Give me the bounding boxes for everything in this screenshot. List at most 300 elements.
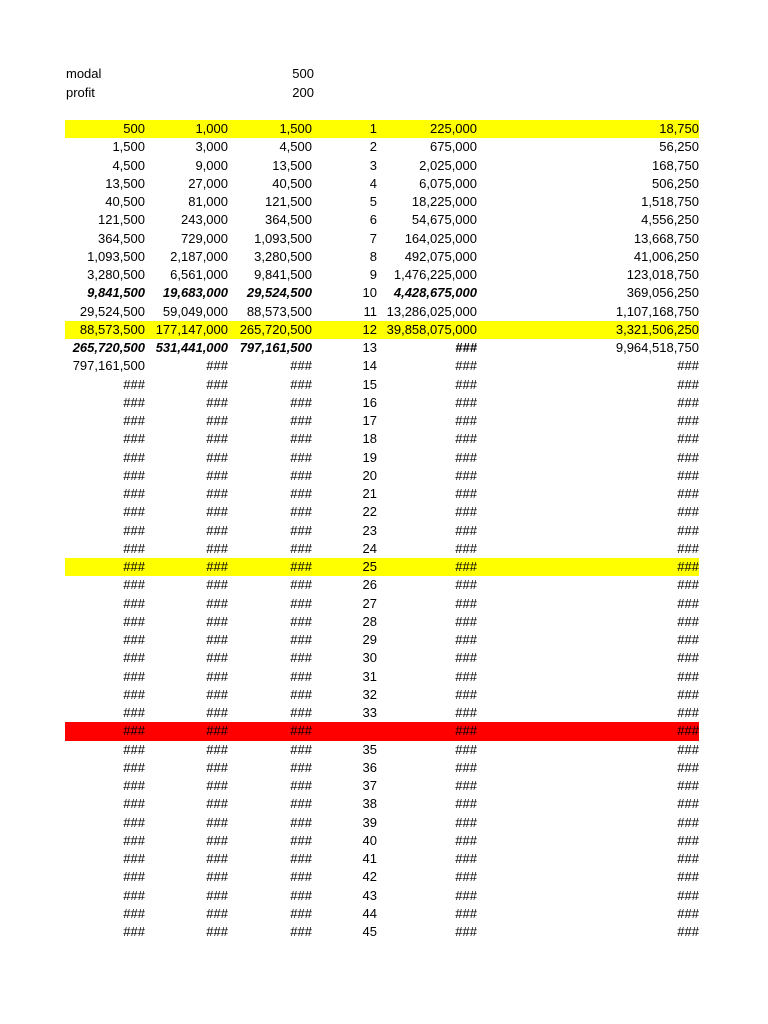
table-cell-c[interactable]: ### <box>290 504 312 520</box>
table-cell-a[interactable]: ### <box>123 832 145 848</box>
table-cell-a[interactable]: ### <box>123 486 145 501</box>
table-cell-a[interactable]: ### <box>123 905 145 921</box>
table-cell-a[interactable]: ### <box>123 413 145 428</box>
table-cell-a[interactable]: 121,500 <box>98 212 145 228</box>
row-background <box>65 412 699 430</box>
table-cell-e[interactable]: ### <box>455 924 477 939</box>
table-cell-f[interactable]: ### <box>677 449 699 465</box>
table-cell-e[interactable]: ### <box>455 705 477 720</box>
table-cell-f[interactable]: 506,250 <box>652 175 699 191</box>
table-cell-a[interactable]: 88,573,500 <box>79 321 145 337</box>
table-cell-f[interactable]: 369,056,250 <box>626 285 699 301</box>
table-cell-e[interactable]: 1,476,225,000 <box>393 267 477 282</box>
table-cell-c[interactable]: ### <box>290 431 312 447</box>
table-cell-f[interactable]: ### <box>677 851 699 866</box>
table-cell-b[interactable]: ### <box>206 869 228 885</box>
table-cell-n[interactable]: 5 <box>369 194 377 209</box>
table-cell-b[interactable]: 531,441,000 <box>155 340 228 355</box>
table-cell-e[interactable]: ### <box>455 741 477 757</box>
table-cell-e[interactable]: ### <box>455 431 477 447</box>
table-cell-e[interactable]: ### <box>455 832 477 848</box>
table-cell-b[interactable]: ### <box>206 376 228 392</box>
table-cell-e[interactable]: 675,000 <box>430 139 477 155</box>
table-cell-e[interactable]: 225,000 <box>430 121 477 136</box>
table-cell-c[interactable]: ### <box>290 413 312 428</box>
table-cell-c[interactable]: 4,500 <box>279 139 312 155</box>
table-cell-n[interactable]: 25 <box>362 559 377 574</box>
table-cell-a[interactable]: ### <box>123 759 145 775</box>
table-cell-b[interactable]: ### <box>206 814 228 830</box>
table-cell-e[interactable]: ### <box>455 887 477 903</box>
table-cell-b[interactable]: ### <box>206 759 228 775</box>
table-cell-b[interactable]: ### <box>206 486 228 501</box>
table-cell-c[interactable]: ### <box>290 358 312 374</box>
table-cell-n[interactable]: 1 <box>369 121 377 136</box>
table-cell-c[interactable]: ### <box>290 595 312 611</box>
table-row <box>0 449 768 467</box>
table-cell-e[interactable]: ### <box>455 668 477 684</box>
table-cell-n[interactable]: 24 <box>362 540 377 556</box>
table-cell-n[interactable]: 11 <box>363 303 377 319</box>
table-cell-e[interactable]: ### <box>455 650 477 666</box>
table-cell-b[interactable]: 27,000 <box>188 175 228 191</box>
table-cell-n[interactable]: 18 <box>362 431 377 447</box>
table-cell-a[interactable]: ### <box>123 522 145 538</box>
table-cell-f[interactable]: ### <box>677 358 699 374</box>
table-cell-c[interactable]: 364,500 <box>265 212 312 228</box>
table-cell-c[interactable]: ### <box>290 577 312 593</box>
table-cell-b[interactable]: ### <box>206 595 228 611</box>
table-cell-c[interactable]: ### <box>290 376 312 392</box>
table-cell-b[interactable]: 729,000 <box>181 230 228 246</box>
table-cell-n[interactable]: 37 <box>362 778 377 793</box>
table-cell-n[interactable]: 29 <box>362 632 377 647</box>
table-cell-f[interactable]: ### <box>677 686 699 702</box>
table-cell-n[interactable]: 16 <box>362 394 377 410</box>
table-cell-a[interactable]: 364,500 <box>98 230 145 246</box>
table-cell-b[interactable]: ### <box>206 449 228 465</box>
table-cell-f[interactable]: 168,750 <box>652 157 699 173</box>
table-cell-f[interactable]: ### <box>677 559 699 574</box>
table-cell-e[interactable]: ### <box>455 486 477 501</box>
table-cell-f[interactable]: 41,006,250 <box>633 248 699 264</box>
table-cell-f[interactable]: ### <box>677 522 699 538</box>
table-cell-b[interactable]: 6,561,000 <box>170 267 228 282</box>
table-cell-b[interactable]: ### <box>206 504 228 520</box>
table-cell-b[interactable]: 177,147,000 <box>155 321 228 337</box>
row-background <box>65 576 699 594</box>
table-cell-n[interactable]: 2 <box>369 139 377 155</box>
table-row <box>0 704 768 722</box>
table-cell-a[interactable]: ### <box>123 577 145 593</box>
table-cell-c[interactable]: 265,720,500 <box>239 321 312 337</box>
table-cell-n[interactable]: 45 <box>362 924 377 939</box>
table-cell-f[interactable]: ### <box>677 905 699 921</box>
table-cell-f[interactable]: 18,750 <box>659 121 699 136</box>
table-cell-b[interactable]: ### <box>206 577 228 593</box>
table-cell-f[interactable]: ### <box>677 668 699 684</box>
table-cell-c[interactable]: ### <box>290 778 312 793</box>
table-cell-f[interactable]: ### <box>677 413 699 428</box>
table-row <box>0 248 768 266</box>
table-cell-a[interactable]: 797,161,500 <box>72 358 145 374</box>
table-cell-e[interactable]: ### <box>455 376 477 392</box>
table-cell-c[interactable]: 797,161,500 <box>239 340 312 355</box>
table-cell-n[interactable]: 27 <box>362 595 377 611</box>
table-cell-b[interactable]: ### <box>206 741 228 757</box>
table-cell-c[interactable]: ### <box>290 632 312 647</box>
table-cell-b[interactable]: ### <box>206 723 228 739</box>
table-cell-b[interactable]: ### <box>206 924 228 939</box>
table-cell-a[interactable]: 29,524,500 <box>79 303 145 319</box>
table-cell-n[interactable]: 42 <box>362 869 377 885</box>
table-cell-n[interactable]: 41 <box>362 851 377 866</box>
table-cell-e[interactable]: ### <box>455 778 477 793</box>
table-cell-c[interactable]: ### <box>290 705 312 720</box>
table-cell-n[interactable]: 21 <box>362 486 377 501</box>
table-cell-c[interactable]: ### <box>290 759 312 775</box>
table-cell-c[interactable]: ### <box>290 851 312 866</box>
table-cell-e[interactable]: ### <box>455 595 477 611</box>
table-cell-e[interactable]: ### <box>455 577 477 593</box>
table-cell-a[interactable]: 3,280,500 <box>87 267 145 282</box>
table-cell-a[interactable]: ### <box>123 449 145 465</box>
table-cell-c[interactable]: ### <box>290 394 312 410</box>
table-row <box>0 157 768 175</box>
table-cell-n[interactable]: 7 <box>369 230 377 246</box>
table-cell-e[interactable]: 6,075,000 <box>419 175 477 191</box>
table-cell-e[interactable]: ### <box>455 851 477 866</box>
table-cell-n[interactable]: 40 <box>362 832 377 848</box>
table-cell-e[interactable]: ### <box>455 522 477 538</box>
table-cell-a[interactable]: 500 <box>123 121 145 136</box>
row-background <box>65 394 699 412</box>
table-cell-f[interactable]: ### <box>677 796 699 812</box>
table-cell-a[interactable]: ### <box>123 887 145 903</box>
table-cell-f[interactable]: ### <box>677 887 699 903</box>
table-cell-c[interactable]: ### <box>290 449 312 465</box>
table-cell-a[interactable]: ### <box>123 504 145 520</box>
row-background <box>65 138 699 156</box>
table-cell-a[interactable]: ### <box>123 796 145 812</box>
table-cell-n[interactable]: 19 <box>362 449 377 465</box>
table-cell-n[interactable]: 43 <box>362 887 377 903</box>
table-cell-b[interactable]: 9,000 <box>195 157 228 173</box>
table-cell-n[interactable]: 3 <box>369 157 377 173</box>
table-row <box>0 467 768 485</box>
table-cell-f[interactable]: 3,321,506,250 <box>615 321 699 337</box>
table-cell-e[interactable]: 13,286,025,000 <box>386 303 477 319</box>
table-cell-c[interactable]: 13,500 <box>272 157 312 173</box>
table-cell-n[interactable]: 26 <box>362 577 377 593</box>
table-cell-b[interactable]: 2,187,000 <box>170 248 228 264</box>
table-cell-b[interactable]: ### <box>206 851 228 866</box>
table-cell-a[interactable]: ### <box>123 431 145 447</box>
table-cell-a[interactable]: ### <box>123 595 145 611</box>
table-cell-c[interactable]: ### <box>290 668 312 684</box>
table-cell-b[interactable]: ### <box>206 559 228 574</box>
table-cell-b[interactable]: ### <box>206 686 228 702</box>
table-row <box>0 777 768 795</box>
table-row <box>0 905 768 923</box>
table-cell-e[interactable]: 18,225,000 <box>411 194 477 209</box>
table-cell-a[interactable]: ### <box>123 778 145 793</box>
table-cell-c[interactable]: ### <box>290 467 312 483</box>
table-cell-n[interactable]: 13 <box>362 340 377 355</box>
row-background <box>65 211 699 229</box>
table-row <box>0 595 768 613</box>
table-cell-a[interactable]: 1,093,500 <box>87 248 145 264</box>
table-cell-f[interactable]: ### <box>677 759 699 775</box>
table-cell-e[interactable]: ### <box>455 686 477 702</box>
table-cell-b[interactable]: 19,683,000 <box>162 285 228 301</box>
table-cell-e[interactable]: ### <box>455 869 477 885</box>
table-cell-b[interactable]: 81,000 <box>188 194 228 209</box>
table-cell-c[interactable]: ### <box>290 613 312 629</box>
table-row <box>0 668 768 686</box>
profit-row <box>0 84 768 102</box>
row-background <box>65 503 699 521</box>
table-cell-c[interactable]: 40,500 <box>272 175 312 191</box>
table-cell-b[interactable]: ### <box>206 431 228 447</box>
table-cell-e[interactable]: 39,858,075,000 <box>386 321 477 337</box>
table-cell-b[interactable]: ### <box>206 778 228 793</box>
table-cell-a[interactable]: 4,500 <box>112 157 145 173</box>
table-cell-e[interactable]: ### <box>455 759 477 775</box>
table-cell-b[interactable]: ### <box>206 905 228 921</box>
table-cell-n[interactable]: 20 <box>362 467 377 483</box>
table-cell-f[interactable]: ### <box>677 723 699 739</box>
table-cell-b[interactable]: 3,000 <box>195 139 228 155</box>
row-background <box>65 923 699 941</box>
table-cell-f[interactable]: ### <box>677 577 699 593</box>
table-cell-e[interactable]: ### <box>455 723 477 739</box>
row-background <box>65 266 699 284</box>
table-cell-e[interactable]: ### <box>455 632 477 647</box>
table-cell-a[interactable]: ### <box>123 394 145 410</box>
table-cell-b[interactable]: ### <box>206 522 228 538</box>
table-cell-f[interactable]: ### <box>677 924 699 939</box>
table-cell-c[interactable]: ### <box>290 686 312 702</box>
table-cell-n[interactable]: 31 <box>362 668 377 684</box>
table-cell-f[interactable]: 1,107,168,750 <box>615 303 699 319</box>
table-cell-a[interactable]: ### <box>123 559 145 574</box>
row-background <box>65 704 699 722</box>
table-cell-n[interactable]: 39 <box>362 814 377 830</box>
table-cell-a[interactable]: ### <box>123 851 145 866</box>
table-cell-c[interactable]: ### <box>290 650 312 666</box>
table-cell-n[interactable]: 38 <box>362 796 377 812</box>
row-background <box>65 795 699 813</box>
table-cell-b[interactable]: ### <box>206 668 228 684</box>
table-cell-e[interactable]: ### <box>455 559 477 574</box>
table-cell-n[interactable]: 28 <box>362 613 377 629</box>
table-cell-e[interactable]: ### <box>455 814 477 830</box>
table-cell-a[interactable]: ### <box>123 540 145 556</box>
table-row <box>0 284 768 302</box>
table-cell-n[interactable]: 44 <box>362 905 377 921</box>
table-cell-e[interactable]: 164,025,000 <box>404 230 477 246</box>
table-cell-a[interactable]: ### <box>123 650 145 666</box>
table-cell-b[interactable]: ### <box>206 705 228 720</box>
row-background <box>65 686 699 704</box>
table-cell-f[interactable]: ### <box>677 832 699 848</box>
table-cell-c[interactable]: 121,500 <box>265 194 312 209</box>
table-cell-n[interactable]: 4 <box>369 175 377 191</box>
table-cell-b[interactable]: 1,000 <box>195 121 228 136</box>
table-cell-a[interactable]: 9,841,500 <box>87 285 145 301</box>
table-cell-e[interactable]: 2,025,000 <box>419 157 477 173</box>
table-cell-a[interactable]: ### <box>123 924 145 939</box>
table-cell-c[interactable]: ### <box>290 522 312 538</box>
table-cell-f[interactable]: ### <box>677 431 699 447</box>
table-cell-n[interactable]: 23 <box>362 522 377 538</box>
table-cell-n[interactable]: 36 <box>362 759 377 775</box>
table-cell-f[interactable]: 1,518,750 <box>641 194 699 209</box>
table-cell-b[interactable]: ### <box>206 650 228 666</box>
table-cell-f[interactable]: ### <box>677 650 699 666</box>
table-cell-n[interactable]: 10 <box>362 285 377 301</box>
table-cell-a[interactable]: ### <box>123 686 145 702</box>
table-cell-e[interactable]: ### <box>455 358 477 374</box>
table-cell-c[interactable]: ### <box>290 723 312 739</box>
table-cell-c[interactable]: 29,524,500 <box>246 285 312 301</box>
table-cell-e[interactable]: ### <box>455 394 477 410</box>
table-cell-c[interactable]: ### <box>290 796 312 812</box>
table-cell-c[interactable]: 3,280,500 <box>254 248 312 264</box>
table-cell-a[interactable]: ### <box>123 632 145 647</box>
table-cell-f[interactable]: ### <box>677 741 699 757</box>
table-cell-e[interactable]: ### <box>455 540 477 556</box>
table-cell-e[interactable]: 54,675,000 <box>411 212 477 228</box>
table-cell-a[interactable]: 40,500 <box>105 194 145 209</box>
table-cell-c[interactable]: ### <box>290 559 312 574</box>
table-cell-f[interactable]: ### <box>677 632 699 647</box>
table-cell-b[interactable]: ### <box>206 887 228 903</box>
table-cell-b[interactable]: ### <box>206 394 228 410</box>
table-cell-b[interactable]: 59,049,000 <box>162 303 228 319</box>
table-cell-f[interactable]: ### <box>677 486 699 501</box>
table-cell-c[interactable]: ### <box>290 814 312 830</box>
table-cell-a[interactable]: 1,500 <box>112 139 145 155</box>
table-cell-b[interactable]: ### <box>206 358 228 374</box>
table-cell-e[interactable]: 492,075,000 <box>404 248 477 264</box>
table-cell-b[interactable]: ### <box>206 613 228 629</box>
table-row <box>0 576 768 594</box>
table-cell-f[interactable]: 13,668,750 <box>633 230 699 246</box>
table-cell-n[interactable]: 17 <box>362 413 377 428</box>
table-cell-a[interactable]: ### <box>123 376 145 392</box>
table-cell-a[interactable]: 13,500 <box>105 175 145 191</box>
table-cell-c[interactable]: ### <box>290 887 312 903</box>
table-cell-f[interactable]: ### <box>677 504 699 520</box>
table-cell-e[interactable]: ### <box>455 413 477 428</box>
table-cell-n[interactable]: 33 <box>362 705 377 720</box>
row-background <box>65 376 699 394</box>
table-cell-a[interactable]: ### <box>123 741 145 757</box>
table-cell-e[interactable]: ### <box>455 905 477 921</box>
table-cell-a[interactable]: ### <box>123 613 145 629</box>
table-row <box>0 394 768 412</box>
table-cell-e[interactable]: ### <box>455 340 477 355</box>
table-cell-n[interactable]: 6 <box>369 212 377 228</box>
table-cell-c[interactable]: ### <box>290 486 312 501</box>
table-cell-b[interactable]: 243,000 <box>181 212 228 228</box>
table-row <box>0 430 768 448</box>
table-cell-a[interactable]: ### <box>123 668 145 684</box>
table-cell-c[interactable]: ### <box>290 905 312 921</box>
table-row <box>0 211 768 229</box>
table-cell-n[interactable]: 12 <box>362 321 377 337</box>
table-cell-a[interactable]: ### <box>123 723 145 739</box>
table-cell-f[interactable]: 56,250 <box>659 139 699 155</box>
table-cell-f[interactable]: ### <box>677 467 699 483</box>
table-cell-b[interactable]: ### <box>206 540 228 556</box>
table-cell-b[interactable]: ### <box>206 796 228 812</box>
table-cell-e[interactable]: ### <box>455 613 477 629</box>
table-row <box>0 193 768 211</box>
table-row <box>0 631 768 649</box>
table-cell-e[interactable]: ### <box>455 504 477 520</box>
table-cell-f[interactable]: ### <box>677 394 699 410</box>
table-cell-f[interactable]: ### <box>677 869 699 885</box>
table-cell-f[interactable]: ### <box>677 705 699 720</box>
table-row <box>0 832 768 850</box>
table-cell-b[interactable]: ### <box>206 632 228 647</box>
table-cell-n[interactable]: 15 <box>362 376 377 392</box>
table-cell-f[interactable]: ### <box>677 540 699 556</box>
table-cell-n[interactable]: 35 <box>362 741 377 757</box>
table-cell-n[interactable]: 9 <box>369 267 377 282</box>
table-cell-n[interactable]: 32 <box>362 686 377 702</box>
table-cell-e[interactable]: 4,428,675,000 <box>393 285 477 301</box>
table-cell-c[interactable]: ### <box>290 924 312 939</box>
table-cell-n[interactable]: 14 <box>362 358 377 374</box>
table-cell-f[interactable]: 123,018,750 <box>626 267 699 282</box>
table-cell-c[interactable]: 9,841,500 <box>254 267 312 282</box>
table-cell-a[interactable]: ### <box>123 467 145 483</box>
table-cell-c[interactable]: 1,500 <box>279 121 312 136</box>
table-cell-b[interactable]: ### <box>206 467 228 483</box>
table-cell-c[interactable]: ### <box>290 869 312 885</box>
table-cell-f[interactable]: 9,964,518,750 <box>615 340 699 355</box>
table-cell-c[interactable]: 88,573,500 <box>246 303 312 319</box>
table-cell-n[interactable]: 22 <box>362 504 377 520</box>
table-cell-a[interactable]: 265,720,500 <box>72 340 145 355</box>
table-cell-f[interactable]: ### <box>677 778 699 793</box>
table-cell-a[interactable]: ### <box>123 814 145 830</box>
table-cell-n[interactable]: 30 <box>362 650 377 666</box>
table-cell-c[interactable]: ### <box>290 832 312 848</box>
table-cell-n[interactable]: 8 <box>369 248 377 264</box>
table-cell-e[interactable]: ### <box>455 467 477 483</box>
table-cell-f[interactable]: ### <box>677 613 699 629</box>
table-row <box>0 649 768 667</box>
table-cell-f[interactable]: ### <box>677 595 699 611</box>
table-cell-c[interactable]: 1,093,500 <box>254 230 312 246</box>
table-cell-b[interactable]: ### <box>206 413 228 428</box>
table-cell-a[interactable]: ### <box>123 869 145 885</box>
table-cell-f[interactable]: 4,556,250 <box>641 212 699 228</box>
table-cell-e[interactable]: ### <box>455 796 477 812</box>
table-cell-b[interactable]: ### <box>206 832 228 848</box>
table-cell-f[interactable]: ### <box>677 376 699 392</box>
table-cell-e[interactable]: ### <box>455 449 477 465</box>
table-cell-c[interactable]: ### <box>290 540 312 556</box>
table-cell-c[interactable]: ### <box>290 741 312 757</box>
table-cell-a[interactable]: ### <box>123 705 145 720</box>
table-cell-f[interactable]: ### <box>677 814 699 830</box>
